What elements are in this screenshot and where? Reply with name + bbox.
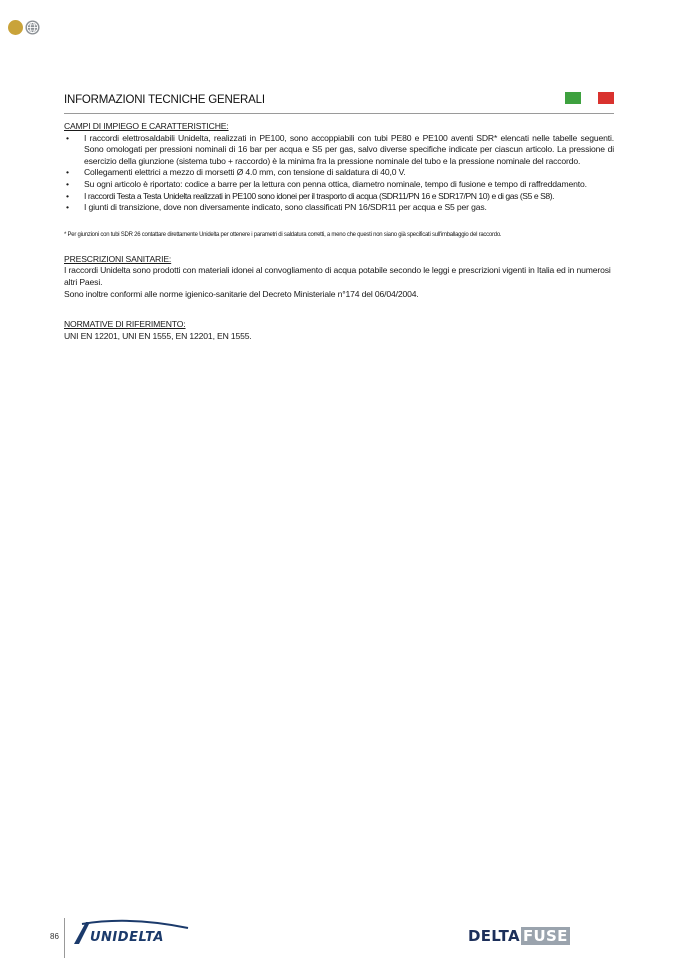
list-item: • Su ogni articolo è riportato: codice a barre per la lettura con penna ottica, diametro nominale, tempo di fusione e tempo di raffreddamento. (64, 179, 614, 191)
normative-title: NORMATIVE DI RIFERIMENTO: (64, 319, 186, 330)
deltafuse-logo-delta: DELTA (468, 927, 520, 945)
footnote: * Per giunzioni con tubi SDR 26 contattare direttamente Unidelta per ottenere i parametri di saldatura corretti, a meno che questi non siano già specificati sull'imballaggio del raccordo. (64, 231, 502, 238)
campi-list (64, 133, 614, 214)
gold-dot-icon (8, 20, 23, 35)
green-flag-icon (565, 92, 581, 104)
list-item: • Collegamenti elettrici a mezzo di morsetti Ø 4.0 mm, con tensione di saldatura di 40,0 V. (64, 167, 614, 179)
page-number: 86 (50, 932, 59, 941)
red-flag-icon (598, 92, 614, 104)
list-item: • I raccordi elettrosaldabili Unidelta, realizzati in PE100, sono accoppiabili con tubi PE80 e PE100 aventi SDR* elencati nelle tabelle seguenti. Sono omologati per pressioni nominali di 16 bar per acqua e S5 per gas, salvo diverse specifiche indicate per ciascun articolo. La pressione di esercizio della giunzione (sistema tubo + raccordo) è la minima fra la pressione nominale del tubo e la pressione nominale del raccordo. (64, 133, 614, 168)
prescrizioni-text-1: I raccordi Unidelta sono prodotti con materiali idonei al convogliamento di acqua potabile secondo le leggi e prescrizioni vigenti in Italia ed in numerosi altri Paesi. (64, 265, 611, 287)
main-content (64, 121, 614, 342)
deltafuse-logo (468, 927, 570, 945)
unidelta-logo (70, 918, 210, 948)
footer-divider (64, 918, 65, 958)
normative-text: UNI EN 12201, UNI EN 1555, EN 12201, EN 1555. (64, 330, 252, 341)
globe-icon (25, 20, 40, 35)
page-title: INFORMAZIONI TECNICHE GENERALI (64, 94, 265, 106)
deltafuse-logo-fuse: FUSE (522, 927, 568, 945)
list-item: • I raccordi Testa a Testa Unidelta realizzati in PE100 sono idonei per il trasporto di acqua (SDR11/PN 16 e SDR17/PN 10) e di gas (S5 e S8). (64, 191, 614, 203)
list-item: • I giunti di transizione, dove non diversamente indicato, sono classificati PN 16/SDR11 per acqua e S5 per gas. (64, 202, 614, 214)
prescrizioni-text-2: Sono inoltre conformi alle norme igienico-sanitarie del Decreto Ministeriale n°174 del 06/04/2004. (64, 288, 419, 299)
unidelta-logo-text: UNIDELTA (90, 930, 164, 945)
top-icons (6, 20, 46, 38)
campi-title: CAMPI DI IMPIEGO E CARATTERISTICHE: (64, 121, 229, 131)
prescrizioni-title: PRESCRIZIONI SANITARIE: (64, 253, 172, 264)
section-header (64, 91, 614, 114)
